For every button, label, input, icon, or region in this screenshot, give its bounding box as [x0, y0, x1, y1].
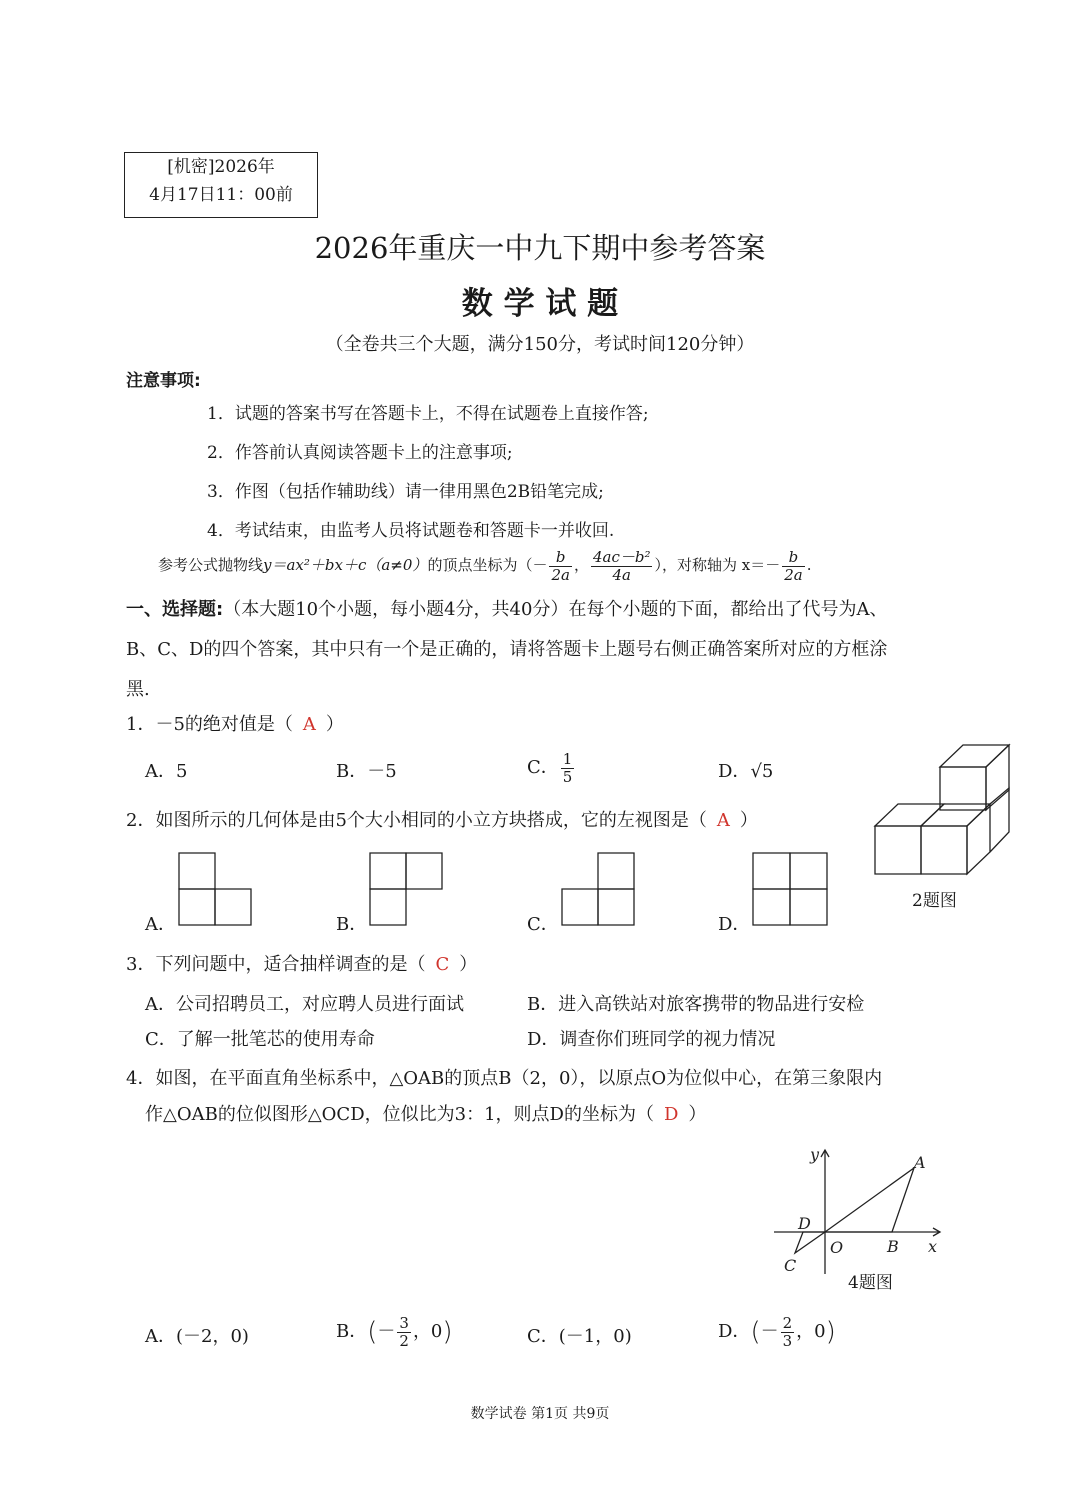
- q4-option-d-den: 3: [782, 1331, 793, 1350]
- note-item-3: 3．作图（包括作辅助线）请一律用黑色2B铅笔完成;: [207, 482, 604, 502]
- q4-option-b-frac: [397, 1315, 411, 1350]
- label-y: y: [810, 1145, 820, 1164]
- section1-title: 一、选择题:: [126, 599, 224, 620]
- q3-option-b: B．进入高铁站对旅客携带的物品进行安检: [527, 994, 865, 1015]
- q1-option-c-den: 5: [562, 767, 573, 786]
- q2-option-b-figure: [369, 852, 444, 926]
- triangle-oab: [825, 1168, 914, 1232]
- subject-title: 数 学 试 题: [461, 286, 619, 322]
- q4-option-d-sign: －: [760, 1321, 779, 1342]
- q4-option-d-frac: [781, 1315, 795, 1350]
- q3-stem-text: 3．下列问题中，适合抽样调查的是（: [126, 954, 426, 975]
- q4-option-d: [718, 1312, 836, 1352]
- formula-prefix: 参考公式抛物线: [158, 556, 264, 574]
- q4-stem-text: 作△OAB的位似图形△OCD，位似比为3：1，则点D的坐标为（: [145, 1104, 654, 1125]
- section1-text-line1: （本大题10个小题，每小题4分，共40分）在每个小题的下面，都给出了代号为A、: [223, 599, 888, 620]
- cube-upper-top: [940, 745, 1009, 767]
- q4-option-d-lparen: (: [750, 1317, 761, 1347]
- formula-frac-2: [591, 549, 653, 584]
- label-a: A: [914, 1153, 926, 1172]
- confidential-line1: [机密]2026年: [167, 157, 275, 177]
- q4-option-c: C．(－1，0): [527, 1326, 632, 1347]
- q4-option-d-num: 2: [782, 1313, 793, 1332]
- q4-answer: D: [663, 1104, 679, 1125]
- q3-answer: C: [435, 954, 450, 975]
- q4-option-b-rparen: ): [442, 1317, 453, 1347]
- section1-text-line2: B、C、D的四个答案，其中只有一个是正确的，请将答题卡上题号右侧正确答案所对应的方框涂: [126, 639, 888, 660]
- question-3-stem: [126, 950, 477, 976]
- q2-answer: A: [716, 810, 730, 831]
- formula-frac-1-num: b: [549, 549, 572, 567]
- formula-frac-3-den: 2a: [784, 565, 803, 584]
- formula-equation: y＝ax²＋bx＋c（a≠0）: [263, 556, 428, 574]
- q1-answer: A: [302, 714, 316, 735]
- label-c: C: [784, 1256, 797, 1275]
- q4-option-d-rparen: ): [825, 1317, 836, 1347]
- q2-figure-caption: 2题图: [912, 891, 957, 911]
- q4-option-a: A．(－2，0): [145, 1326, 249, 1347]
- q4-option-b: [336, 1312, 453, 1352]
- q1-close: ）: [325, 714, 344, 735]
- q2-option-c-label: C．: [527, 914, 559, 935]
- cube-front-left-top: [875, 804, 944, 826]
- notes-heading: 注意事项:: [126, 371, 201, 391]
- cube-front-right-side: [967, 804, 990, 874]
- formula-frac-2-den: 4a: [612, 565, 631, 584]
- question-1-stem: [126, 710, 344, 736]
- exam-info: （全卷共三个大题，满分150分，考试时间120分钟）: [325, 334, 755, 355]
- q2-close: ）: [739, 810, 758, 831]
- note-item-4: 4．考试结束，由监考人员将试题卷和答题卡一并收回.: [207, 521, 615, 541]
- formula-comma: ，: [573, 556, 589, 574]
- question-4-stem-line1: 4．如图，在平面直角坐标系中，△OAB的顶点B（2，0），以原点O为位似中心，在第三象限内: [126, 1068, 883, 1089]
- label-o: O: [830, 1238, 844, 1257]
- q2-option-b-label: B．: [336, 914, 368, 935]
- q4-option-b-lparen: (: [367, 1317, 378, 1347]
- page-title: 2026年重庆一中九下期中参考答案: [314, 231, 766, 265]
- reference-formula: [158, 548, 812, 584]
- q1-option-c-frac: [561, 751, 575, 786]
- section1-intro-line1: [126, 595, 887, 621]
- cube-front-right-top: [921, 804, 990, 826]
- q2-option-a-figure: [178, 852, 253, 926]
- cube-front-left: [875, 826, 921, 874]
- q2-option-d-label: D．: [718, 914, 751, 935]
- formula-axis-text: ），对称轴为 x＝－: [654, 556, 781, 574]
- note-item-2: 2．作答前认真阅读答题卡上的注意事项;: [207, 443, 513, 463]
- q1-option-b: B．－5: [336, 761, 397, 782]
- q1-option-d: [718, 757, 773, 783]
- formula-frac-2-num: 4ac－b²: [592, 547, 651, 566]
- cube-upper-side: [986, 745, 1009, 810]
- formula-frac-3-num: b: [782, 549, 805, 567]
- q4-option-b-num: 3: [399, 1313, 409, 1332]
- section1-text-line3: 黑.: [126, 679, 150, 700]
- q1-option-c-label: C．: [527, 757, 559, 778]
- confidential-line2: 4月17日11：00前: [149, 185, 293, 205]
- formula-end: .: [806, 556, 812, 574]
- label-b: B: [887, 1237, 899, 1256]
- q3-option-c: C．了解一批笔芯的使用寿命: [145, 1029, 375, 1050]
- triangle-ocd: [795, 1232, 825, 1253]
- formula-mid: 的顶点坐标为（－: [427, 556, 548, 574]
- q4-option-b-label: B．: [336, 1321, 368, 1342]
- q2-option-d-figure: [752, 852, 828, 926]
- q4-option-b-tail: ，0: [412, 1321, 443, 1342]
- q4-figure-caption: 4题图: [848, 1273, 893, 1293]
- q2-option-c-figure: [561, 852, 636, 926]
- q3-option-d: D．调查你们班同学的视力情况: [527, 1029, 776, 1050]
- q3-option-a: A．公司招聘员工，对应聘人员进行面试: [145, 994, 464, 1015]
- confidential-box: [124, 152, 318, 218]
- q1-option-d-label: D．: [718, 761, 751, 782]
- q2-stem-text: 2．如图所示的几何体是由5个大小相同的小立方块搭成，它的左视图是（: [126, 810, 707, 831]
- q2-cube-figure: [868, 740, 1014, 882]
- formula-frac-3: [782, 549, 805, 584]
- formula-frac-1-den: 2a: [551, 565, 570, 584]
- q2-option-a-label: A．: [145, 914, 176, 935]
- q3-close: ）: [459, 954, 478, 975]
- q1-option-a: A．5: [145, 761, 188, 782]
- question-4-stem-line2: [145, 1100, 706, 1126]
- q4-option-b-sign: －: [377, 1321, 396, 1342]
- label-x: x: [928, 1237, 938, 1256]
- q4-option-d-label: D．: [718, 1321, 751, 1342]
- q4-option-d-tail: ，0: [796, 1321, 826, 1342]
- formula-frac-1: [549, 549, 572, 584]
- q1-option-c-num: 1: [562, 749, 573, 768]
- question-2-stem: [126, 806, 758, 832]
- q1-option-d-value: √5: [750, 761, 774, 782]
- q1-stem-text: 1．－5的绝对值是（: [126, 714, 293, 735]
- q4-close: ）: [688, 1104, 707, 1125]
- q4-option-b-den: 2: [399, 1331, 409, 1350]
- page-footer: 数学试卷 第1页 共9页: [470, 1406, 610, 1422]
- label-d: D: [798, 1214, 811, 1233]
- q1-option-c: [527, 748, 576, 788]
- note-item-1: 1．试题的答案书写在答题卡上，不得在试题卷上直接作答;: [207, 404, 649, 424]
- cube-front-right: [921, 826, 967, 874]
